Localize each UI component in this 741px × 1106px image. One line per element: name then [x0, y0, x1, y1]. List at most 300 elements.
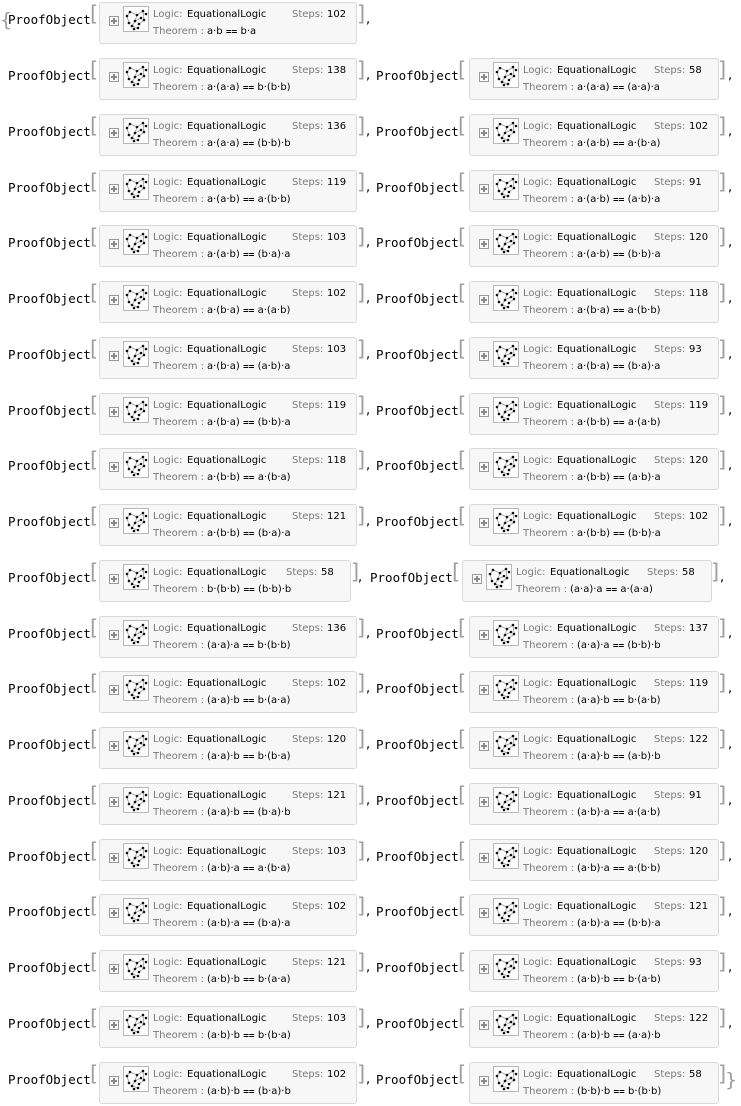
- theorem-value: (a·a)·b ⩵ b·(b·a): [207, 751, 291, 762]
- open-bracket: [: [90, 448, 99, 472]
- steps-value: 122: [689, 734, 709, 745]
- proof-graph-icon: [494, 286, 518, 310]
- theorem-label: Theorem :: [153, 194, 205, 205]
- proof-object-head: ProofObject: [8, 1016, 91, 1031]
- close-bracket: ]: [357, 2, 366, 26]
- proof-summary-box[interactable]: [469, 1006, 719, 1048]
- separator-comma: ,: [366, 681, 371, 696]
- proof-graph-icon: [494, 175, 518, 199]
- proof-graph-thumbnail: [493, 174, 519, 200]
- proof-summary-box[interactable]: [469, 114, 719, 156]
- separator-comma: ,: [366, 68, 371, 83]
- proof-graph-thumbnail: [493, 731, 519, 757]
- list-close-brace: }: [725, 1069, 738, 1091]
- proof-object-head: ProofObject: [376, 514, 459, 529]
- theorem-value: a·(a·b) ⩵ (b·b)·a: [577, 249, 661, 260]
- open-bracket: [: [90, 58, 99, 82]
- proof-object-head: ProofObject: [376, 68, 459, 83]
- expand-icon[interactable]: [479, 741, 489, 751]
- logic-value: EquationalLogic: [187, 9, 267, 20]
- logic-value: EquationalLogic: [187, 734, 267, 745]
- steps-value: 58: [682, 567, 695, 578]
- steps-label: Steps:: [654, 790, 686, 801]
- proof-object: [0, 560, 741, 604]
- close-bracket: ]: [357, 225, 366, 249]
- logic-value: EquationalLogic: [557, 511, 637, 522]
- theorem-label: Theorem :: [523, 1030, 575, 1041]
- theorem-value: a·(b·b) ⩵ (a·b)·a: [577, 472, 661, 483]
- proof-object: [0, 2, 741, 46]
- proof-row: [0, 783, 741, 827]
- proof-object-head: ProofObject: [376, 904, 459, 919]
- logic-value: EquationalLogic: [557, 846, 637, 857]
- logic-value: EquationalLogic: [557, 400, 637, 411]
- logic-label: Logic:: [153, 232, 183, 243]
- separator-comma: ,: [366, 124, 371, 139]
- separator-comma: ,: [366, 514, 371, 529]
- proof-row: [0, 839, 741, 883]
- expand-icon[interactable]: [479, 1020, 489, 1030]
- logic-label: Logic:: [153, 65, 183, 76]
- expand-icon[interactable]: [479, 685, 489, 695]
- open-bracket: [: [90, 281, 99, 305]
- proof-summary-box[interactable]: [469, 894, 719, 936]
- proof-object: [0, 448, 741, 492]
- logic-label: Logic:: [523, 846, 553, 857]
- proof-object-head: ProofObject: [8, 960, 91, 975]
- steps-value: 102: [327, 678, 347, 689]
- proof-graph-thumbnail: [493, 675, 519, 701]
- theorem-value: a·(a·a) ⩵ b·(b·b): [207, 82, 291, 93]
- steps-value: 103: [327, 1013, 347, 1024]
- close-bracket: ]: [718, 894, 727, 918]
- steps-value: 136: [327, 121, 347, 132]
- theorem-value: a·(a·b) ⩵ (b·a)·a: [207, 249, 291, 260]
- theorem-label: Theorem :: [516, 584, 568, 595]
- logic-value: EquationalLogic: [187, 1069, 267, 1080]
- open-bracket: [: [458, 114, 467, 138]
- proof-object-head: ProofObject: [376, 793, 459, 808]
- separator-comma: ,: [366, 403, 371, 418]
- proof-object: [0, 671, 741, 715]
- close-bracket: ]: [351, 560, 360, 584]
- logic-label: Logic:: [523, 1013, 553, 1024]
- logic-value: EquationalLogic: [557, 1013, 637, 1024]
- proof-object-head: ProofObject: [8, 681, 91, 696]
- logic-value: EquationalLogic: [557, 65, 637, 76]
- proof-object: [0, 727, 741, 771]
- proof-object: [0, 783, 741, 827]
- proof-object-head: ProofObject: [376, 235, 459, 250]
- steps-label: Steps:: [654, 957, 686, 968]
- open-bracket: [: [458, 281, 467, 305]
- logic-value: EquationalLogic: [187, 678, 267, 689]
- logic-label: Logic:: [153, 567, 183, 578]
- expand-icon[interactable]: [479, 351, 489, 361]
- proof-row: [0, 727, 741, 771]
- theorem-label: Theorem :: [153, 974, 205, 985]
- open-bracket: [: [90, 727, 99, 751]
- proof-graph-icon: [494, 119, 518, 143]
- theorem-value: (b·b)·b ⩵ b·(b·b): [577, 1086, 662, 1097]
- theorem-label: Theorem :: [523, 1086, 575, 1097]
- separator-comma: ,: [366, 235, 371, 250]
- proof-graph-thumbnail: [493, 1010, 519, 1036]
- proof-object-head: ProofObject: [8, 12, 91, 27]
- logic-value: EquationalLogic: [187, 288, 267, 299]
- proof-summary-box[interactable]: [469, 337, 719, 379]
- close-bracket: ]: [718, 337, 727, 361]
- separator-comma: ,: [366, 458, 371, 473]
- separator-comma: ,: [728, 124, 733, 139]
- theorem-value: a·(b·a) ⩵ (b·a)·a: [577, 361, 661, 372]
- proof-object-head: ProofObject: [376, 849, 459, 864]
- theorem-label: Theorem :: [523, 640, 575, 651]
- proof-summary-box[interactable]: [469, 671, 719, 713]
- proof-row: [0, 337, 741, 381]
- steps-label: Steps:: [654, 455, 686, 466]
- logic-label: Logic:: [523, 232, 553, 243]
- proof-object-head: ProofObject: [8, 458, 91, 473]
- open-bracket: [: [90, 504, 99, 528]
- open-bracket: [: [452, 560, 461, 584]
- proof-graph-icon: [494, 844, 518, 868]
- theorem-label: Theorem :: [153, 640, 205, 651]
- theorem-value: (a·b)·b ⩵ b·(a·b): [577, 974, 661, 985]
- logic-label: Logic:: [153, 511, 183, 522]
- theorem-label: Theorem :: [523, 361, 575, 372]
- theorem-label: Theorem :: [523, 807, 575, 818]
- theorem-label: Theorem :: [153, 584, 205, 595]
- steps-value: 93: [689, 344, 702, 355]
- open-bracket: [: [458, 170, 467, 194]
- proof-summary-box[interactable]: [469, 504, 719, 546]
- theorem-label: Theorem :: [523, 751, 575, 762]
- logic-value: EquationalLogic: [557, 957, 637, 968]
- logic-value: EquationalLogic: [187, 400, 267, 411]
- proof-graph-icon: [494, 899, 518, 923]
- steps-label: Steps:: [292, 957, 324, 968]
- logic-value: EquationalLogic: [557, 232, 637, 243]
- logic-label: Logic:: [153, 121, 183, 132]
- proof-summary-box[interactable]: [469, 727, 719, 769]
- logic-label: Logic:: [153, 455, 183, 466]
- proof-object-head: ProofObject: [8, 68, 91, 83]
- separator-comma: ,: [728, 904, 733, 919]
- theorem-value: a·b ⩵ b·a: [207, 26, 257, 37]
- steps-label: Steps:: [292, 344, 324, 355]
- proof-summary-box[interactable]: [469, 393, 719, 435]
- theorem-label: Theorem :: [523, 249, 575, 260]
- steps-label: Steps:: [654, 177, 686, 188]
- logic-label: Logic:: [153, 623, 183, 634]
- proof-summary-box[interactable]: [469, 170, 719, 212]
- separator-comma: ,: [366, 960, 371, 975]
- separator-comma: ,: [366, 1072, 371, 1087]
- steps-label: Steps:: [654, 400, 686, 411]
- open-bracket: [: [90, 170, 99, 194]
- open-bracket: [: [90, 950, 99, 974]
- proof-object-head: ProofObject: [376, 960, 459, 975]
- logic-label: Logic:: [523, 177, 553, 188]
- separator-comma: ,: [728, 793, 733, 808]
- close-bracket: ]: [357, 1006, 366, 1030]
- theorem-value: b·(b·b) ⩵ (b·b)·b: [207, 584, 292, 595]
- theorem-value: (a·a)·a ⩵ b·(b·b): [207, 640, 291, 651]
- close-bracket: ]: [718, 393, 727, 417]
- close-bracket: ]: [718, 281, 727, 305]
- proof-graph-thumbnail: [493, 954, 519, 980]
- logic-label: Logic:: [523, 288, 553, 299]
- steps-value: 120: [689, 846, 709, 857]
- expand-icon[interactable]: [479, 853, 489, 863]
- expand-icon[interactable]: [109, 16, 119, 26]
- close-bracket: ]: [357, 1062, 366, 1086]
- expand-icon[interactable]: [479, 407, 489, 417]
- theorem-label: Theorem :: [153, 361, 205, 372]
- expand-icon[interactable]: [472, 574, 482, 584]
- close-bracket: ]: [718, 504, 727, 528]
- proof-graph-thumbnail: [493, 341, 519, 367]
- expand-icon[interactable]: [479, 128, 489, 138]
- proof-summary-box[interactable]: [99, 2, 357, 44]
- expand-icon[interactable]: [479, 184, 489, 194]
- steps-value: 137: [689, 623, 709, 634]
- logic-value: EquationalLogic: [187, 567, 267, 578]
- open-bracket: [: [458, 894, 467, 918]
- theorem-value: (a·a)·a ⩵ (b·b)·b: [577, 640, 661, 651]
- theorem-label: Theorem :: [153, 918, 205, 929]
- separator-comma: ,: [728, 681, 733, 696]
- steps-label: Steps:: [292, 455, 324, 466]
- proof-object: [0, 504, 741, 548]
- separator-comma: ,: [728, 291, 733, 306]
- proof-row: [0, 950, 741, 994]
- logic-value: EquationalLogic: [550, 567, 630, 578]
- proof-object-head: ProofObject: [8, 124, 91, 139]
- logic-label: Logic:: [523, 957, 553, 968]
- close-bracket: ]: [718, 839, 727, 863]
- logic-label: Logic:: [153, 344, 183, 355]
- separator-comma: ,: [728, 403, 733, 418]
- logic-label: Logic:: [153, 288, 183, 299]
- close-bracket: ]: [711, 560, 720, 584]
- theorem-value: (a·b)·b ⩵ (b·a)·b: [207, 1086, 291, 1097]
- steps-value: 121: [327, 511, 347, 522]
- proof-row: [0, 114, 741, 158]
- separator-comma: ,: [366, 849, 371, 864]
- open-bracket: [: [90, 2, 99, 26]
- logic-value: EquationalLogic: [187, 232, 267, 243]
- proof-graph-thumbnail: [493, 1066, 519, 1092]
- open-bracket: [: [458, 950, 467, 974]
- logic-value: EquationalLogic: [187, 121, 267, 132]
- steps-value: 118: [327, 455, 347, 466]
- proof-graph-thumbnail: [486, 564, 512, 590]
- expand-icon[interactable]: [479, 518, 489, 528]
- open-bracket: [: [90, 393, 99, 417]
- theorem-value: a·(b·b) ⩵ (b·b)·a: [577, 528, 661, 539]
- open-bracket: [: [90, 616, 99, 640]
- steps-label: Steps:: [292, 623, 324, 634]
- separator-comma: ,: [728, 68, 733, 83]
- steps-label: Steps:: [292, 288, 324, 299]
- logic-label: Logic:: [523, 790, 553, 801]
- steps-label: Steps:: [654, 121, 686, 132]
- theorem-label: Theorem :: [523, 138, 575, 149]
- theorem-value: a·(a·a) ⩵ (b·b)·b: [207, 138, 291, 149]
- proof-row: [0, 58, 741, 102]
- close-bracket: ]: [357, 337, 366, 361]
- open-bracket: [: [458, 783, 467, 807]
- proof-graph-icon: [494, 398, 518, 422]
- theorem-label: Theorem :: [523, 305, 575, 316]
- separator-comma: ,: [366, 291, 371, 306]
- steps-value: 93: [689, 957, 702, 968]
- theorem-value: (a·b)·a ⩵ (b·a)·a: [207, 918, 291, 929]
- proof-summary-box[interactable]: [462, 560, 712, 602]
- theorem-value: (a·b)·b ⩵ (a·a)·b: [577, 1030, 661, 1041]
- proof-row: [0, 616, 741, 660]
- theorem-label: Theorem :: [153, 417, 205, 428]
- proof-object-head: ProofObject: [376, 1016, 459, 1031]
- proof-graph-icon: [124, 7, 148, 31]
- steps-label: Steps:: [654, 678, 686, 689]
- open-bracket: [: [458, 337, 467, 361]
- steps-value: 91: [689, 177, 702, 188]
- proof-object: [0, 225, 741, 269]
- open-bracket: [: [458, 671, 467, 695]
- close-bracket: ]: [718, 58, 727, 82]
- proof-graph-thumbnail: [493, 787, 519, 813]
- steps-label: Steps:: [292, 846, 324, 857]
- close-bracket: ]: [718, 783, 727, 807]
- proof-object: [0, 616, 741, 660]
- proof-row: [0, 170, 741, 214]
- steps-label: Steps:: [292, 734, 324, 745]
- separator-comma: ,: [366, 1016, 371, 1031]
- separator-comma: ,: [728, 849, 733, 864]
- steps-value: 102: [327, 901, 347, 912]
- steps-label: Steps:: [654, 232, 686, 243]
- proof-summary-box[interactable]: [469, 448, 719, 490]
- expand-icon[interactable]: [479, 1076, 489, 1086]
- expand-icon[interactable]: [479, 630, 489, 640]
- logic-value: EquationalLogic: [187, 846, 267, 857]
- proof-graph-icon: [494, 676, 518, 700]
- logic-value: EquationalLogic: [187, 901, 267, 912]
- theorem-value: (a·a)·b ⩵ b·(a·b): [577, 695, 661, 706]
- expand-icon[interactable]: [479, 797, 489, 807]
- steps-label: Steps:: [654, 65, 686, 76]
- steps-value: 91: [689, 790, 702, 801]
- logic-value: EquationalLogic: [187, 344, 267, 355]
- proof-summary-box[interactable]: [469, 839, 719, 881]
- separator-comma: ,: [728, 235, 733, 250]
- proof-object-head: ProofObject: [376, 291, 459, 306]
- proof-summary-box[interactable]: [469, 616, 719, 658]
- theorem-label: Theorem :: [153, 863, 205, 874]
- proof-graph-thumbnail: [493, 62, 519, 88]
- proof-summary-box[interactable]: [469, 783, 719, 825]
- close-bracket: ]: [357, 114, 366, 138]
- proof-graph-thumbnail: [493, 620, 519, 646]
- proof-summary-box[interactable]: [469, 1062, 719, 1104]
- proof-object: [0, 1062, 741, 1106]
- expand-icon[interactable]: [479, 295, 489, 305]
- logic-label: Logic:: [153, 957, 183, 968]
- close-bracket: ]: [718, 1006, 727, 1030]
- theorem-value: (a·b)·a ⩵ a·(b·b): [577, 863, 661, 874]
- separator-comma: ,: [366, 347, 371, 362]
- steps-value: 102: [327, 1069, 347, 1080]
- proof-row: [0, 560, 741, 604]
- proof-object-head: ProofObject: [8, 1072, 91, 1087]
- proof-object-head: ProofObject: [8, 235, 91, 250]
- theorem-label: Theorem :: [523, 974, 575, 985]
- proof-object-head: ProofObject: [8, 180, 91, 195]
- logic-label: Logic:: [153, 177, 183, 188]
- open-bracket: [: [90, 114, 99, 138]
- logic-label: Logic:: [523, 400, 553, 411]
- proof-object: [0, 839, 741, 883]
- steps-value: 103: [327, 232, 347, 243]
- separator-comma: ,: [728, 347, 733, 362]
- proof-graph-icon: [494, 621, 518, 645]
- theorem-value: (a·b)·b ⩵ b·(a·a): [207, 974, 291, 985]
- proof-graph-thumbnail: [493, 229, 519, 255]
- theorem-label: Theorem :: [523, 417, 575, 428]
- steps-label: Steps:: [292, 232, 324, 243]
- theorem-value: a·(a·b) ⩵ a·(b·a): [577, 138, 661, 149]
- logic-value: EquationalLogic: [187, 455, 267, 466]
- logic-label: Logic:: [523, 1069, 553, 1080]
- separator-comma: ,: [366, 180, 371, 195]
- expand-icon[interactable]: [479, 239, 489, 249]
- steps-label: Steps:: [654, 511, 686, 522]
- proof-summary-box[interactable]: [469, 950, 719, 992]
- logic-value: EquationalLogic: [187, 957, 267, 968]
- proof-summary-box[interactable]: [469, 225, 719, 267]
- steps-value: 58: [321, 567, 334, 578]
- proof-object-head: ProofObject: [8, 904, 91, 919]
- theorem-value: (a·b)·a ⩵ a·(a·b): [577, 807, 661, 818]
- expand-icon[interactable]: [479, 964, 489, 974]
- steps-value: 118: [689, 288, 709, 299]
- theorem-label: Theorem :: [153, 695, 205, 706]
- proof-object-head: ProofObject: [8, 849, 91, 864]
- proof-graph-thumbnail: [493, 397, 519, 423]
- theorem-label: Theorem :: [523, 695, 575, 706]
- close-bracket: ]: [718, 114, 727, 138]
- logic-value: EquationalLogic: [187, 65, 267, 76]
- expand-icon[interactable]: [479, 72, 489, 82]
- proof-object-head: ProofObject: [376, 737, 459, 752]
- logic-label: Logic:: [523, 121, 553, 132]
- expand-icon[interactable]: [479, 908, 489, 918]
- theorem-value: (a·b)·a ⩵ a·(b·a): [207, 863, 291, 874]
- proof-summary-box[interactable]: [469, 281, 719, 323]
- theorem-label: Theorem :: [153, 138, 205, 149]
- steps-value: 119: [689, 400, 709, 411]
- open-bracket: [: [458, 448, 467, 472]
- proof-object: [0, 281, 741, 325]
- proof-summary-box[interactable]: [469, 58, 719, 100]
- logic-label: Logic:: [153, 790, 183, 801]
- logic-value: EquationalLogic: [557, 734, 637, 745]
- proof-object: [0, 114, 741, 158]
- expand-icon[interactable]: [479, 462, 489, 472]
